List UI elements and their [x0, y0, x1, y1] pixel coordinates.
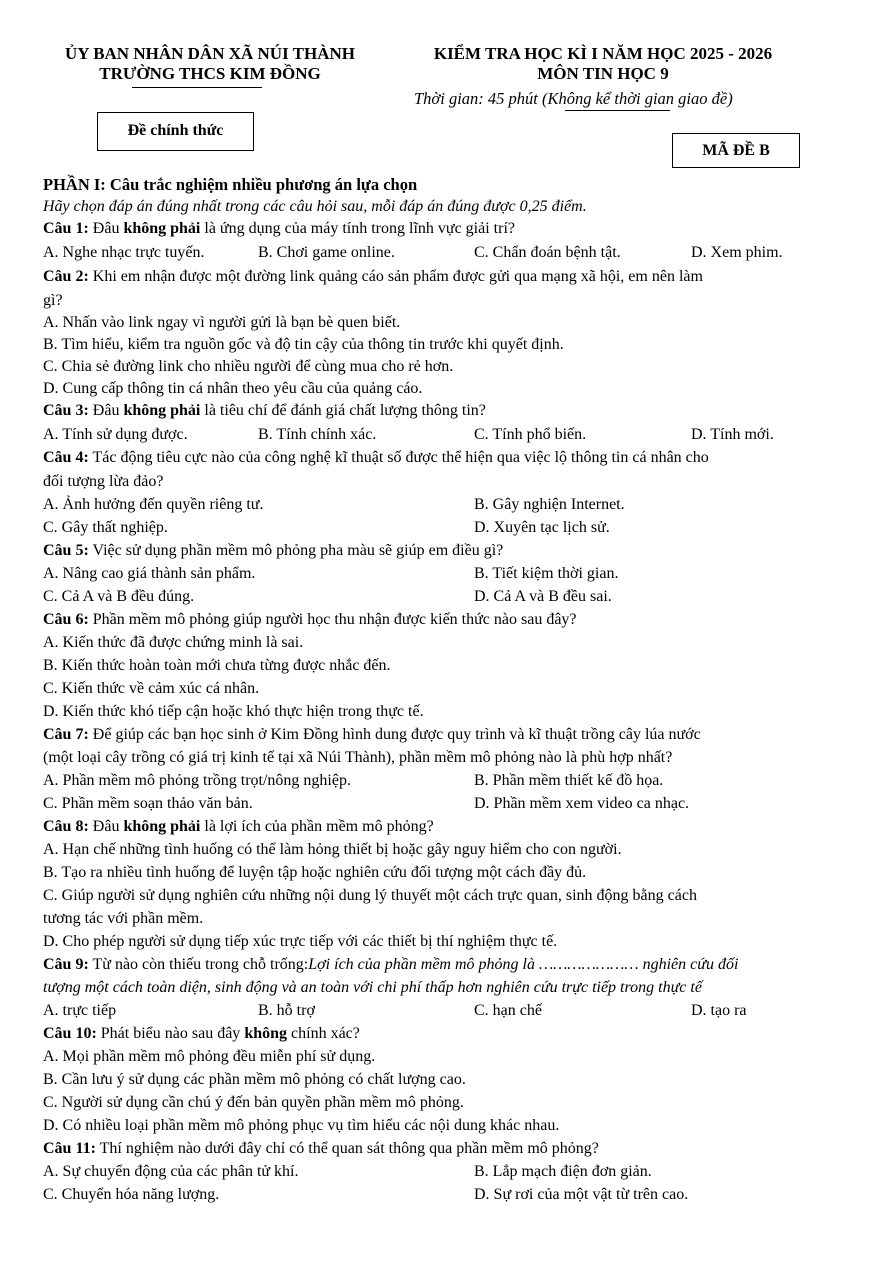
q8-option-a: A. Hạn chế những tình huống có thể làm hỏng thiết bị hoặc gây nguy hiểm cho con người.: [43, 841, 622, 858]
q-label: Câu 3:: [43, 402, 89, 419]
question-3: [43, 401, 486, 421]
q9-option-c: C. hạn chế: [474, 1002, 542, 1019]
exam-code: MÃ ĐỀ B: [702, 142, 770, 159]
q5-option-c: C. Cả A và B đều đúng.: [43, 588, 195, 605]
q2-option-d: D. Cung cấp thông tin cá nhân theo yêu cầu của quảng cáo.: [43, 380, 423, 397]
q3-option-c: C. Tính phổ biến.: [474, 426, 587, 443]
q-label: Câu 8:: [43, 818, 89, 835]
q-text: Đâu: [88, 818, 124, 835]
q-text: Khi em nhận được một đường link quảng cáo sản phẩm được gửi qua mạng xã hội, em nên làm: [88, 268, 703, 285]
q8-option-d: D. Cho phép người sử dụng tiếp xúc trực tiếp với các thiết bị thí nghiệm thực tế.: [43, 933, 558, 950]
q-text: Phần mềm mô phỏng giúp người học thu nhận được kiến thức nào sau đây?: [88, 611, 577, 628]
question-10: [43, 1024, 360, 1044]
q8-option-c-cont: tương tác với phần mềm.: [43, 910, 204, 927]
q4-option-c: C. Gây thất nghiệp.: [43, 519, 168, 536]
q-emphasis: không phải: [123, 818, 201, 835]
authority-name: ỦY BAN NHÂN DÂN XÃ NÚI THÀNH: [65, 44, 355, 63]
q11-option-d: D. Sự rơi của một vật từ trên cao.: [474, 1186, 689, 1203]
q7-option-a: A. Phần mềm mô phỏng trồng trọt/nông nghiệp.: [43, 772, 351, 789]
q1-option-d: D. Xem phim.: [691, 244, 783, 261]
q10-option-c: C. Người sử dụng cần chú ý đến bản quyền phần mềm mô phỏng.: [43, 1094, 464, 1111]
time-underline: [565, 110, 670, 111]
question-6: [43, 610, 577, 630]
q5-option-a: A. Nâng cao giá thành sản phẩm.: [43, 565, 256, 582]
q7-option-b: B. Phần mềm thiết kế đồ họa.: [474, 772, 664, 789]
question-2-cont: gì?: [43, 292, 63, 309]
q-text: là tiêu chí để đánh giá chất lượng thông tin?: [200, 402, 486, 419]
q-text: Đâu: [88, 402, 124, 419]
q8-option-b: B. Tạo ra nhiều tình huống để luyện tập hoặc nghiên cứu đối tượng một cách đầy đủ.: [43, 864, 587, 881]
question-4: [43, 448, 709, 468]
school-name: TRƯỜNG THCS KIM ĐỒNG: [99, 64, 321, 83]
q6-option-d: D. Kiến thức khó tiếp cận hoặc khó thực hiện trong thực tế.: [43, 703, 424, 720]
q5-option-d: D. Cả A và B đều sai.: [474, 588, 612, 605]
q-label: Câu 11:: [43, 1140, 96, 1157]
q11-option-b: B. Lắp mạch điện đơn giản.: [474, 1163, 652, 1180]
official-box: [97, 112, 254, 151]
q2-option-b: B. Tìm hiểu, kiểm tra nguồn gốc và độ tin cậy của thông tin trước khi quyết định.: [43, 336, 564, 353]
exam-title: KIỂM TRA HỌC KÌ I NĂM HỌC 2025 - 2026: [433, 44, 773, 63]
q-label: Câu 7:: [43, 726, 89, 743]
part-title: PHẦN I: Câu trắc nghiệm nhiều phương án lựa chọn: [43, 175, 418, 194]
q3-option-d: D. Tính mới.: [691, 426, 774, 443]
q2-option-a: A. Nhấn vào link ngay vì người gửi là bạn bè quen biết.: [43, 314, 401, 331]
q1-option-a: A. Nghe nhạc trực tuyến.: [43, 244, 205, 261]
q-emphasis: không phải: [123, 402, 201, 419]
school-underline: [132, 87, 262, 88]
q7-option-c: C. Phần mềm soạn thảo văn bản.: [43, 795, 253, 812]
question-7: [43, 725, 701, 745]
q-text: Từ nào còn thiếu trong chỗ trống:: [88, 956, 309, 973]
q10-option-d: D. Có nhiều loại phần mềm mô phỏng phục vụ tìm hiểu các nội dung khác nhau.: [43, 1117, 560, 1134]
q1-option-b: B. Chơi game online.: [258, 244, 395, 261]
q-label: Câu 6:: [43, 611, 89, 628]
q-text: Đâu: [88, 220, 124, 237]
q9-option-b: B. hỗ trợ: [258, 1002, 315, 1019]
q-text: là ứng dụng của máy tính trong lĩnh vực giải trí?: [200, 220, 515, 237]
q-label: Câu 2:: [43, 268, 89, 285]
q-emphasis: không phải: [123, 220, 201, 237]
exam-code-box: [672, 133, 800, 168]
q9-option-a: A. trực tiếp: [43, 1002, 117, 1019]
question-9: [43, 955, 738, 975]
q4-option-b: B. Gây nghiện Internet.: [474, 496, 625, 513]
q2-option-c: C. Chia sẻ đường link cho nhiều người để cùng mua cho rẻ hơn.: [43, 358, 454, 375]
part-instruction: Hãy chọn đáp án đúng nhất trong các câu hỏi sau, mỗi đáp án đúng được 0,25 điểm.: [43, 198, 587, 215]
q-label: Câu 4:: [43, 449, 89, 466]
q6-option-a: A. Kiến thức đã được chứng minh là sai.: [43, 634, 304, 651]
q-italic-text: Lợi ích của phần mềm mô phỏng là ………………… nghiên cứu đối: [308, 956, 739, 973]
question-1: [43, 219, 515, 239]
q-text: Để giúp các bạn học sinh ở Kim Đồng hình dung được quy trình và kĩ thuật trồng cây lúa nước: [88, 726, 701, 743]
q3-option-b: B. Tính chính xác.: [258, 426, 377, 443]
question-7-cont: (một loại cây trồng có giá trị kinh tế tại xã Núi Thành), phần mềm mô phỏng nào là phù hợp nhất?: [43, 749, 673, 766]
q4-option-a: A. Ảnh hưởng đến quyền riêng tư.: [43, 496, 264, 513]
q7-option-d: D. Phần mềm xem video ca nhạc.: [474, 795, 690, 812]
q5-option-b: B. Tiết kiệm thời gian.: [474, 565, 619, 582]
question-8: [43, 817, 434, 837]
question-2: [43, 267, 703, 287]
time-note: Thời gian: 45 phút (Không kể thời gian giao đề): [414, 89, 733, 108]
q-text: chính xác?: [287, 1025, 360, 1042]
question-11: [43, 1139, 599, 1159]
q-text: là lợi ích của phần mềm mô phỏng?: [200, 818, 434, 835]
q8-option-c: C. Giúp người sử dụng nghiên cứu những nội dung lý thuyết một cách trực quan, sinh động bằng cách: [43, 887, 697, 904]
q-text: Việc sử dụng phần mềm mô phỏng pha màu sẽ giúp em điều gì?: [88, 542, 504, 559]
q1-option-c: C. Chẩn đoán bệnh tật.: [474, 244, 621, 261]
q-text: Phát biểu nào sau đây: [96, 1025, 245, 1042]
q-label: Câu 5:: [43, 542, 89, 559]
q-text: Tác động tiêu cực nào của công nghệ kĩ thuật số được thể hiện qua việc lộ thông tin cá nhân cho: [88, 449, 709, 466]
q10-option-b: B. Cần lưu ý sử dụng các phần mềm mô phỏng có chất lượng cao.: [43, 1071, 466, 1088]
q11-option-c: C. Chuyển hóa năng lượng.: [43, 1186, 220, 1203]
q-label: Câu 1:: [43, 220, 89, 237]
official-label: Đề chính thức: [127, 122, 224, 139]
q10-option-a: A. Mọi phần mềm mô phỏng đều miễn phí sử dụng.: [43, 1048, 376, 1065]
q11-option-a: A. Sự chuyển động của các phân tử khí.: [43, 1163, 299, 1180]
question-4-cont: đối tượng lừa đảo?: [43, 473, 164, 490]
q3-option-a: A. Tính sử dụng được.: [43, 426, 188, 443]
q-emphasis: không: [244, 1025, 288, 1042]
question-5: [43, 541, 503, 561]
q9-option-d: D. tạo ra: [691, 1002, 747, 1019]
q-label: Câu 9:: [43, 956, 89, 973]
q6-option-b: B. Kiến thức hoàn toàn mới chưa từng được nhắc đến.: [43, 657, 391, 674]
q4-option-d: D. Xuyên tạc lịch sử.: [474, 519, 610, 536]
q-text: Thí nghiệm nào dưới đây chỉ có thể quan sát thông qua phần mềm mô phỏng?: [95, 1140, 599, 1157]
q6-option-c: C. Kiến thức về cảm xúc cá nhân.: [43, 680, 260, 697]
subject-title: MÔN TIN HỌC 9: [537, 64, 669, 83]
q-label: Câu 10:: [43, 1025, 97, 1042]
question-9-cont: tượng một cách toàn diện, sinh động và an toàn với chi phí thấp hơn nghiên cứu trực tiếp trong thực tế: [43, 979, 702, 996]
